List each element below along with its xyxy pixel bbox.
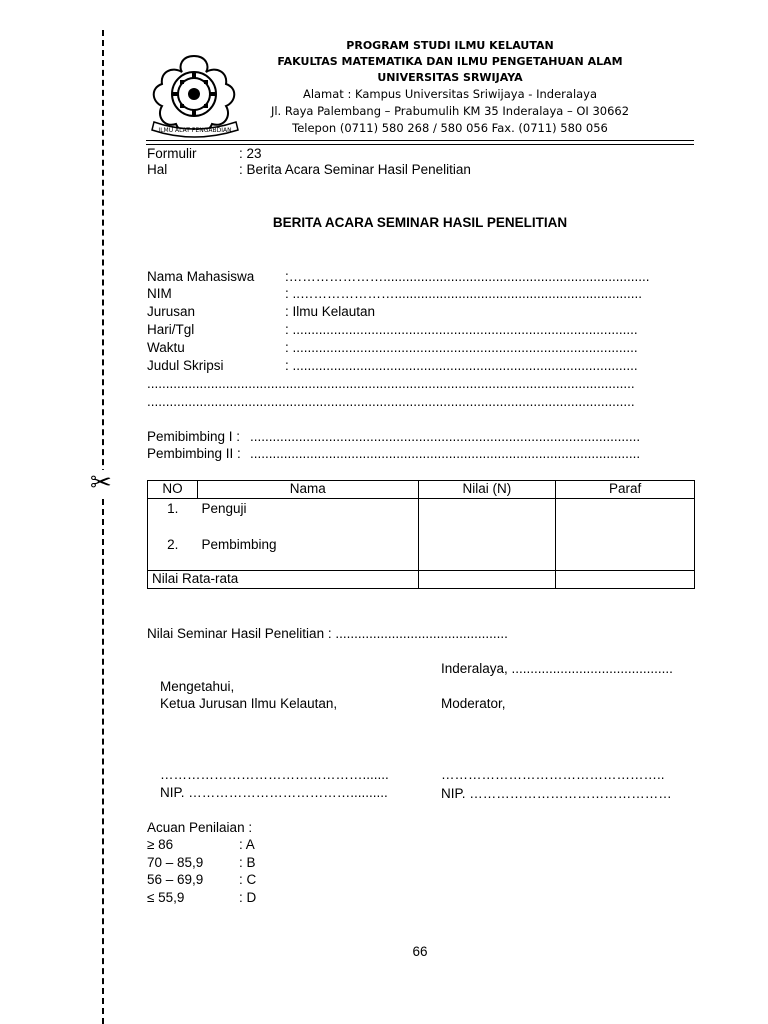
field-label-jurusan: Jurusan bbox=[147, 304, 196, 319]
ketua-jurusan-label: Ketua Jurusan Ilmu Kelautan, bbox=[160, 696, 338, 711]
acuan-grade-d: : D bbox=[239, 890, 257, 905]
row-no-cell bbox=[148, 499, 198, 571]
letterhead-university: UNIVERSITAS SRWIJAYA bbox=[377, 71, 523, 84]
pembimbing-2-value: ........................................................................................................ bbox=[250, 446, 641, 461]
pembimbing-2-label: Pembimbing II : bbox=[147, 446, 241, 461]
hal-label: Hal bbox=[147, 162, 168, 177]
row-no-2: 2. bbox=[167, 537, 179, 552]
acuan-range-c: 56 – 69,9 bbox=[147, 872, 204, 887]
table-row bbox=[148, 499, 695, 571]
letterhead-program: PROGRAM STUDI ILMU KELAUTAN bbox=[346, 39, 554, 52]
table-header-row bbox=[148, 481, 695, 499]
document-title: BERITA ACARA SEMINAR HASIL PENELITIAN bbox=[272, 215, 568, 230]
row-nama-cell bbox=[197, 499, 418, 571]
field-value-nim: : ..………………….................................................................. bbox=[285, 286, 643, 301]
left-nip: NIP. ……………………………….......... bbox=[160, 785, 388, 800]
letterhead-street: Jl. Raya Palembang – Prabumulih KM 35 Inderalaya – OI 30662 bbox=[270, 104, 630, 118]
right-signature-name: ………………………………………….. bbox=[441, 767, 665, 782]
acuan-range-a: ≥ 86 bbox=[147, 837, 174, 852]
acuan-heading: Acuan Penilaian : bbox=[147, 820, 253, 835]
place-date: Inderalaya, ........................................... bbox=[441, 661, 673, 676]
nilai-input-cell[interactable] bbox=[418, 499, 556, 571]
paraf-input-cell[interactable] bbox=[556, 499, 695, 571]
row-nama-2: Pembimbing bbox=[201, 537, 277, 552]
letterhead bbox=[255, 38, 645, 137]
letterhead-address: Alamat : Kampus Universitas Sriwijaya - Inderalaya bbox=[302, 87, 598, 101]
col-header-paraf: Paraf bbox=[556, 481, 695, 499]
header-rule-bottom bbox=[146, 144, 694, 145]
col-header-nilai: Nilai (N) bbox=[418, 481, 556, 499]
col-header-nama: Nama bbox=[197, 481, 418, 499]
nilai-rata-label: Nilai Rata-rata bbox=[148, 571, 419, 589]
grading-table bbox=[147, 480, 695, 589]
paraf-rata-cell[interactable] bbox=[556, 571, 695, 589]
moderator-label: Moderator, bbox=[441, 696, 506, 711]
right-nip: NIP. ……………………………………… bbox=[441, 786, 672, 801]
field-value-judul: : ............................................................................................ bbox=[285, 358, 638, 373]
header-rule-top bbox=[146, 140, 694, 141]
acuan-range-b: 70 – 85,9 bbox=[147, 855, 204, 870]
row-no-1: 1. bbox=[167, 501, 179, 516]
university-logo bbox=[146, 52, 242, 138]
field-label-judul: Judul Skripsi bbox=[147, 358, 224, 373]
formulir-label: Formulir bbox=[147, 146, 197, 161]
field-value-waktu: : ............................................................................................ bbox=[285, 340, 638, 355]
formulir-value: : 23 bbox=[239, 146, 262, 161]
acuan-range-d: ≤ 55,9 bbox=[147, 890, 185, 905]
left-signature-name: ………………………………………....... bbox=[160, 767, 389, 782]
field-label-nim: NIM bbox=[147, 286, 172, 301]
field-value-hari: : ............................................................................................ bbox=[285, 322, 638, 337]
page-number: 66 bbox=[412, 944, 428, 959]
cut-line bbox=[102, 30, 104, 1024]
pembimbing-1-label: Pemibimbing I : bbox=[147, 429, 241, 444]
field-label-hari: Hari/Tgl bbox=[147, 322, 195, 337]
nilai-rata-cell[interactable] bbox=[418, 571, 556, 589]
mengetahui-label: Mengetahui, bbox=[160, 679, 235, 694]
field-value-nama: :…………………....................................................................... bbox=[285, 269, 650, 284]
field-value-jurusan: : Ilmu Kelautan bbox=[285, 304, 376, 319]
letterhead-faculty: FAKULTAS MATEMATIKA DAN ILMU PENGETAHUAN ALAM bbox=[277, 55, 623, 68]
nilai-seminar: Nilai Seminar Hasil Penelitian : .............................................. bbox=[147, 626, 508, 641]
field-label-nama: Nama Mahasiswa bbox=[147, 269, 255, 284]
acuan-grade-a: : A bbox=[239, 837, 255, 852]
acuan-grade-c: : C bbox=[239, 872, 257, 887]
col-header-no: NO bbox=[148, 481, 198, 499]
logo-motto: ILMU ALAT PENGABDIAN bbox=[158, 127, 232, 134]
field-label-waktu: Waktu bbox=[147, 340, 185, 355]
acuan-grade-b: : B bbox=[239, 855, 256, 870]
judul-line-2: .................................................................................................................................. bbox=[147, 394, 635, 409]
judul-line-1: .................................................................................................................................. bbox=[147, 376, 635, 391]
row-nama-1: Penguji bbox=[201, 501, 247, 516]
hal-value: : Berita Acara Seminar Hasil Penelitian bbox=[239, 162, 471, 177]
pembimbing-1-value: ........................................................................................................ bbox=[250, 429, 641, 444]
letterhead-phone: Telepon (0711) 580 268 / 580 056 Fax. (0711) 580 056 bbox=[292, 121, 608, 135]
table-footer-row bbox=[148, 571, 695, 589]
scissors-icon: ✂ bbox=[90, 468, 112, 498]
